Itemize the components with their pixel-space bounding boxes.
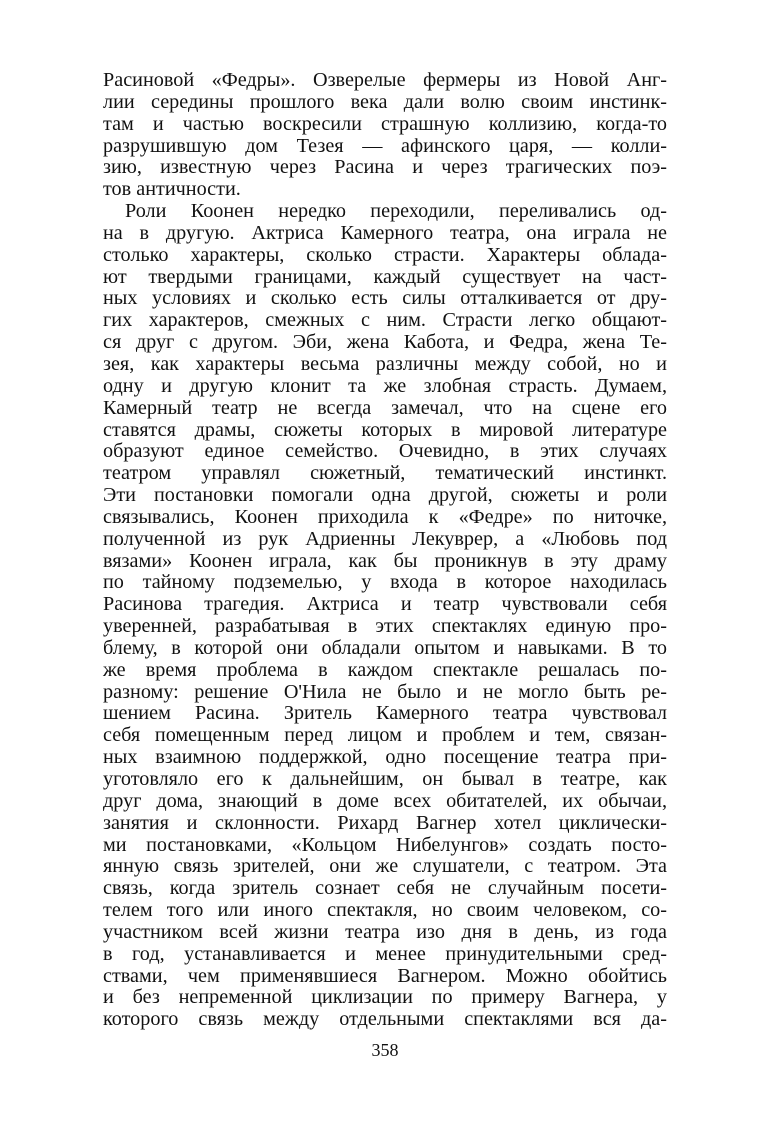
text-line: театром управлял сюжетный, тематический инстинкт. bbox=[103, 462, 667, 485]
text-line: связывались, Коонен приходила к «Федре» по ниточке, bbox=[103, 505, 667, 528]
text-line: Расинова трагедия. Актриса и театр чувствовали себя bbox=[103, 593, 667, 616]
text-line: телем того или иного спектакля, но своим человеком, со- bbox=[103, 899, 667, 922]
text-line: одну и другую клонит та же злобная страсть. Думаем, bbox=[103, 374, 667, 397]
page-number: 358 bbox=[371, 1040, 399, 1060]
text-line: зея, как характеры весьма различны между собой, но и bbox=[103, 352, 667, 375]
text-line: янную связь зрителей, они же слушатели, с театром. Эта bbox=[103, 855, 667, 878]
text-line: Камерный театр не всегда замечал, что на сцене его bbox=[103, 396, 667, 419]
text-line: и без непременной циклизации по примеру Вагнера, у bbox=[103, 986, 667, 1009]
text-line: тов античности. bbox=[103, 178, 241, 201]
text-line: Расиновой «Федры». Озверелые фермеры из Новой Анг- bbox=[103, 69, 667, 91]
text-line: ствами, чем применявшиеся Вагнером. Можно обойтись bbox=[103, 964, 667, 987]
text-line: гих характеров, смежных с ним. Страсти легко общают- bbox=[103, 309, 667, 332]
text-line: шением Расина. Зритель Камерного театра чувствовал bbox=[103, 702, 667, 725]
text-line: уготовляло его к дальнейшим, он бывал в театре, как bbox=[103, 768, 667, 790]
text-line: зию, известную через Расина и через трагических поэ- bbox=[103, 156, 667, 179]
text-line: занятия и склонности. Рихард Вагнер хотел циклически- bbox=[103, 811, 667, 834]
text-line: же время проблема в каждом спектакле решалась по- bbox=[103, 658, 667, 681]
text-line: уверенней, разрабатывая в этих спектаклях единую про- bbox=[103, 615, 667, 638]
text-line: себя помещенным перед лицом и проблем и тем, связан- bbox=[103, 724, 667, 747]
text-line: по тайному подземелью, у входа в которое находилась bbox=[103, 571, 667, 594]
text-line: разрушившую дом Тезея — афинского царя, — колли- bbox=[103, 134, 667, 157]
text-line: друг дома, знающий в доме всех обитателей, их обычаи, bbox=[103, 789, 667, 812]
text-line: на в другую. Актриса Камерного театра, она играла не bbox=[103, 221, 667, 244]
body-text bbox=[103, 70, 667, 1031]
text-line: там и частью воскресили страшную коллизию, когда-то bbox=[103, 112, 667, 135]
text-line: образуют единое семейство. Очевидно, в этих случаях bbox=[103, 440, 667, 463]
text-line: ных условиях и сколько есть силы отталкивается от дру- bbox=[103, 287, 667, 310]
text-line: вязами» Коонен играла, как бы проникнув в эту драму bbox=[103, 549, 667, 572]
text-line: ют твердыми границами, каждый существует на част- bbox=[103, 265, 667, 288]
text-line: блему, в которой они обладали опытом и навыками. В то bbox=[103, 636, 667, 659]
text-line: Эти постановки помогали одна другой, сюжеты и роли bbox=[103, 484, 667, 507]
text-line: полученной из рук Адриенны Лекуврер, а «Любовь под bbox=[103, 527, 667, 550]
text-line: связь, когда зритель сознает себя не случайным посети- bbox=[103, 877, 667, 900]
text-line: ми постановками, «Кольцом Нибелунгов» создать посто- bbox=[103, 833, 667, 856]
text-line: ся друг с другом. Эби, жена Кабота, и Федра, жена Те- bbox=[103, 331, 667, 354]
text-line: участником всей жизни театра изо дня в день, из года bbox=[103, 920, 667, 943]
text-line: разному: решение О'Нила не было и не могло быть ре- bbox=[103, 680, 667, 703]
paragraph-first-line: Роли Коонен нередко переходили, переливались од- bbox=[125, 200, 667, 223]
text-line: ных взаимною поддержкой, одно посещение театра при- bbox=[103, 746, 667, 769]
text-line: лии середины прошлого века дали волю своим инстинк- bbox=[103, 90, 667, 113]
text-line: столько характеры, сколько страсти. Характеры облада- bbox=[103, 243, 667, 266]
text-line: в год, устанавливается и менее принудительными сред- bbox=[103, 942, 667, 965]
text-line: ставятся драмы, сюжеты которых в мировой литературе bbox=[103, 418, 667, 441]
text-line: которого связь между отдельными спектаклями вся да- bbox=[103, 1008, 667, 1031]
